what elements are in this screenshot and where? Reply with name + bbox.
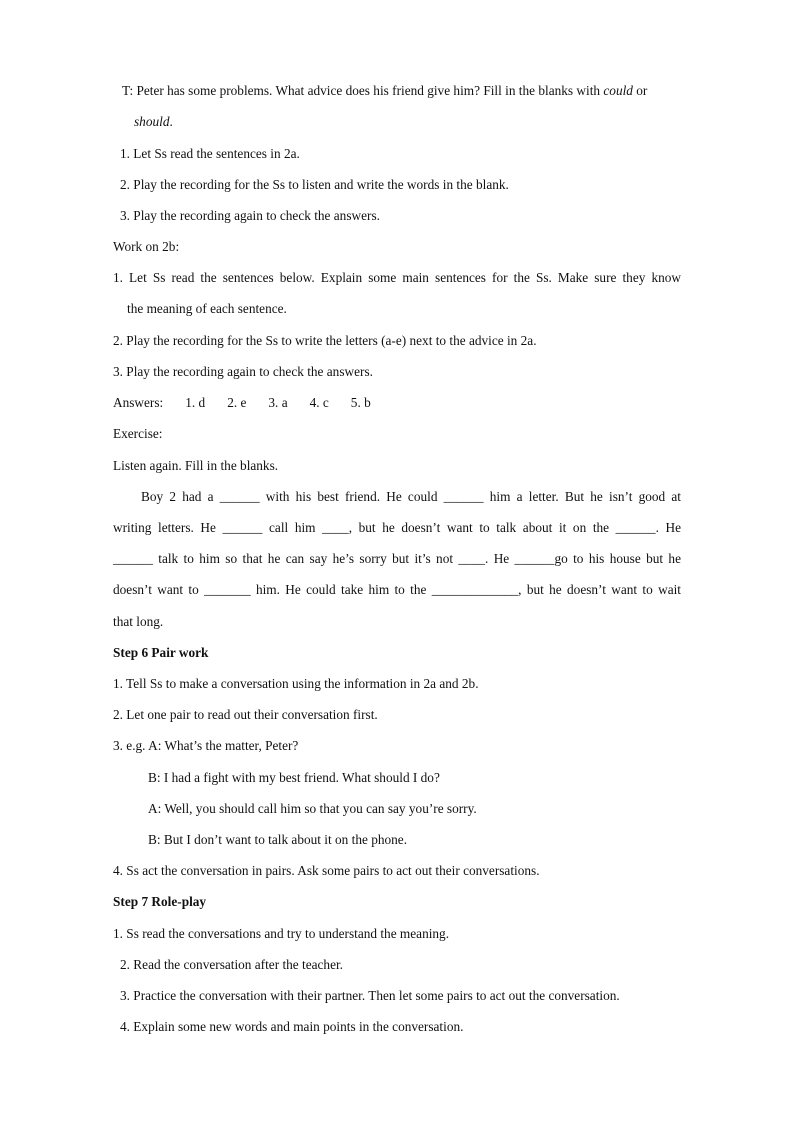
step-2a-item-2: 2. Play the recording for the Ss to listen and write the words in the blank. [120, 177, 509, 192]
exercise-line-4: doesn’t want to _______ him. He could take him to the _____________, but he doesn’t want to wait [113, 582, 681, 597]
exercise-title: Exercise: [113, 426, 163, 441]
exercise-line-3: ______ talk to him so that he can say he’s sorry but it’s not ____. He ______go to his house but he [113, 551, 681, 566]
dialogue-line: B: I had a fight with my best friend. What should I do? [148, 770, 440, 785]
answer-item: 2. e [227, 395, 247, 410]
step-2a-item-3: 3. Play the recording again to check the answers. [120, 208, 380, 223]
dialogue-line: A: Well, you should call him so that you can say you’re sorry. [148, 801, 477, 816]
intro-period: . [169, 114, 173, 129]
step-6-item-2: 2. Let one pair to read out their conversation first. [113, 707, 378, 722]
intro-or: or [632, 83, 648, 98]
intro-text: T: Peter has some problems. What advice does his friend give him? Fill in the blanks with [122, 83, 604, 98]
step-6-heading: Step 6 Pair work [113, 645, 209, 660]
answers-line [113, 394, 371, 412]
answer-item: 1. d [185, 395, 206, 410]
step-7-heading: Step 7 Role-play [113, 894, 207, 909]
exercise-instruction: Listen again. Fill in the blanks. [113, 458, 279, 473]
step-7-item-1: 1. Ss read the conversations and try to understand the meaning. [113, 926, 450, 941]
work-2b-item-1: 1. Let Ss read the sentences below. Explain some main sentences for the Ss. Make sure they know [113, 270, 681, 285]
answer-item: 4. c [309, 395, 329, 410]
work-2b-item-3: 3. Play the recording again to check the answers. [113, 364, 373, 379]
step-6-item-4: 4. Ss act the conversation in pairs. Ask some pairs to act out their conversations. [113, 863, 540, 878]
exercise-line-2: writing letters. He ______ call him ____, but he doesn’t want to talk about it on the ______. He [113, 520, 681, 535]
step-6-item-3: 3. e.g. A: What’s the matter, Peter? [113, 738, 299, 753]
work-2b-title: Work on 2b: [113, 239, 180, 254]
step-2a-item-1: 1. Let Ss read the sentences in 2a. [120, 146, 300, 161]
exercise-line-5: that long. [113, 614, 164, 629]
intro-should: should [134, 114, 170, 129]
step-7-item-3: 3. Practice the conversation with their partner. Then let some pairs to act out the conversation. [120, 988, 620, 1003]
step-7-item-4: 4. Explain some new words and main points in the conversation. [120, 1019, 464, 1034]
answer-item: 3. a [268, 395, 288, 410]
work-2b-item-2: 2. Play the recording for the Ss to write the letters (a-e) next to the advice in 2a. [113, 333, 537, 348]
step-6-item-1: 1. Tell Ss to make a conversation using the information in 2a and 2b. [113, 676, 479, 691]
dialogue-line: B: But I don’t want to talk about it on the phone. [148, 832, 408, 847]
answers-label: Answers: [113, 395, 164, 410]
exercise-line-1: Boy 2 had a ______ with his best friend. He could ______ him a letter. But he isn’t good at [141, 489, 681, 504]
intro-line-2 [134, 113, 173, 131]
intro-line [122, 82, 647, 100]
step-7-item-2: 2. Read the conversation after the teacher. [120, 957, 343, 972]
intro-could: could [603, 83, 633, 98]
work-2b-item-1-cont: the meaning of each sentence. [127, 301, 287, 316]
answer-item: 5. b [350, 395, 371, 410]
